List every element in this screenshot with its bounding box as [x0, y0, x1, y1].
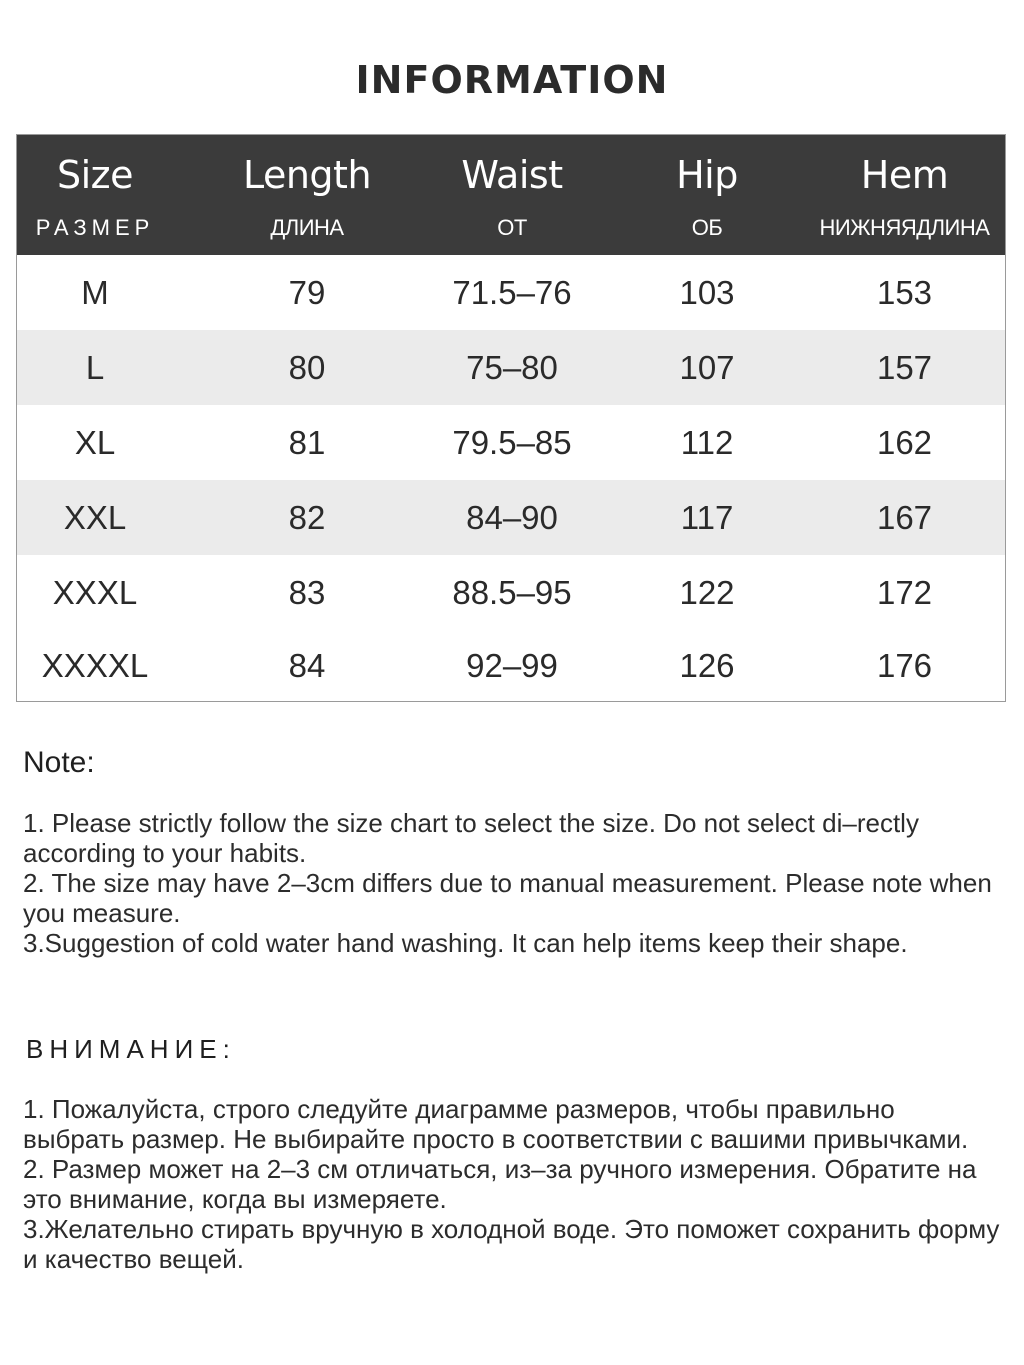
- cell-waist: 79.5–85: [452, 424, 572, 461]
- cell-hem: 167: [876, 499, 933, 536]
- header-hem-ru: НИЖНЯЯДЛИНА: [819, 215, 990, 240]
- table-header: [17, 135, 1005, 255]
- cell-size: M: [81, 274, 109, 311]
- table-row: [17, 555, 1005, 630]
- cell-hip: 107: [679, 349, 735, 386]
- header-hip-en: Hip: [676, 153, 738, 197]
- header-length-ru: ДЛИНА: [270, 215, 344, 240]
- cell-hem: 157: [876, 349, 933, 386]
- cell-hip: 126: [679, 647, 735, 684]
- header-waist-en: Waist: [461, 153, 563, 197]
- cell-size: XXXXL: [41, 647, 149, 684]
- header-size-en: Size: [56, 153, 133, 197]
- header-size: [17, 135, 173, 255]
- header-hip-ru: ОБ: [691, 215, 723, 240]
- table-row: [17, 480, 1005, 555]
- cell-hem: 172: [876, 574, 933, 611]
- cell-hip: 117: [680, 499, 734, 536]
- cell-length: 83: [288, 574, 326, 611]
- note-list: [23, 808, 1003, 958]
- header-length-en: Length: [242, 153, 372, 197]
- header-hem: [807, 135, 1002, 255]
- note-item: 3.Suggestion of cold water hand washing. It can help items keep their shape.: [23, 928, 908, 958]
- cell-length: 84: [288, 647, 326, 684]
- header-hip: [617, 135, 797, 255]
- cell-length: 82: [288, 499, 326, 536]
- table-row: [17, 405, 1005, 480]
- cell-size: XXXL: [52, 574, 138, 611]
- cell-size: XXL: [63, 499, 127, 536]
- cell-length: 79: [288, 274, 326, 311]
- cell-hem: 162: [876, 424, 933, 461]
- ru-note-item: 2. Размер может на 2–3 см отличаться, из–за ручного измерения. Обратите на это внимание, когда вы измеряете.: [23, 1154, 977, 1214]
- ru-note-list: [23, 1094, 1003, 1274]
- note-heading: Note:: [23, 746, 95, 779]
- size-table: [16, 134, 1006, 702]
- cell-length: 80: [288, 349, 326, 386]
- table-row: [17, 255, 1005, 330]
- cell-size: XL: [74, 424, 116, 461]
- cell-length: 81: [288, 424, 326, 461]
- header-length: [207, 135, 407, 255]
- cell-hip: 122: [679, 574, 735, 611]
- cell-hip: 112: [680, 424, 734, 461]
- ru-note-item: 1. Пожалуйста, строго следуйте диаграмме размеров, чтобы правильно выбрать размер. Не выбирайте просто в соответствии с вашими привычками.: [23, 1094, 969, 1154]
- header-hem-en: Hem: [860, 153, 949, 197]
- table-row: [17, 330, 1005, 405]
- header-size-ru: РАЗМЕР: [35, 215, 155, 240]
- cell-size: L: [85, 349, 105, 386]
- cell-waist: 75–80: [466, 349, 558, 386]
- note-item: 2. The size may have 2–3cm differs due to manual measurement. Please note when you measure.: [23, 868, 992, 928]
- page-title: INFORMATION: [355, 58, 669, 102]
- ru-note-item: 3.Желательно стирать вручную в холодной воде. Это поможет сохранить форму и качество вещей.: [23, 1214, 1000, 1274]
- table-row: [17, 628, 1005, 703]
- header-waist-ru: ОТ: [497, 215, 527, 240]
- cell-hip: 103: [679, 274, 735, 311]
- cell-waist: 88.5–95: [452, 574, 572, 611]
- cell-waist: 71.5–76: [452, 274, 572, 311]
- note-item: 1. Please strictly follow the size chart to select the size. Do not select di–rectly according to your habits.: [23, 808, 919, 868]
- cell-waist: 92–99: [466, 647, 558, 684]
- cell-hem: 153: [876, 274, 933, 311]
- cell-waist: 84–90: [466, 499, 558, 536]
- ru-note-heading: ВНИМАНИЕ:: [26, 1034, 236, 1064]
- header-waist: [412, 135, 612, 255]
- cell-hem: 176: [876, 647, 933, 684]
